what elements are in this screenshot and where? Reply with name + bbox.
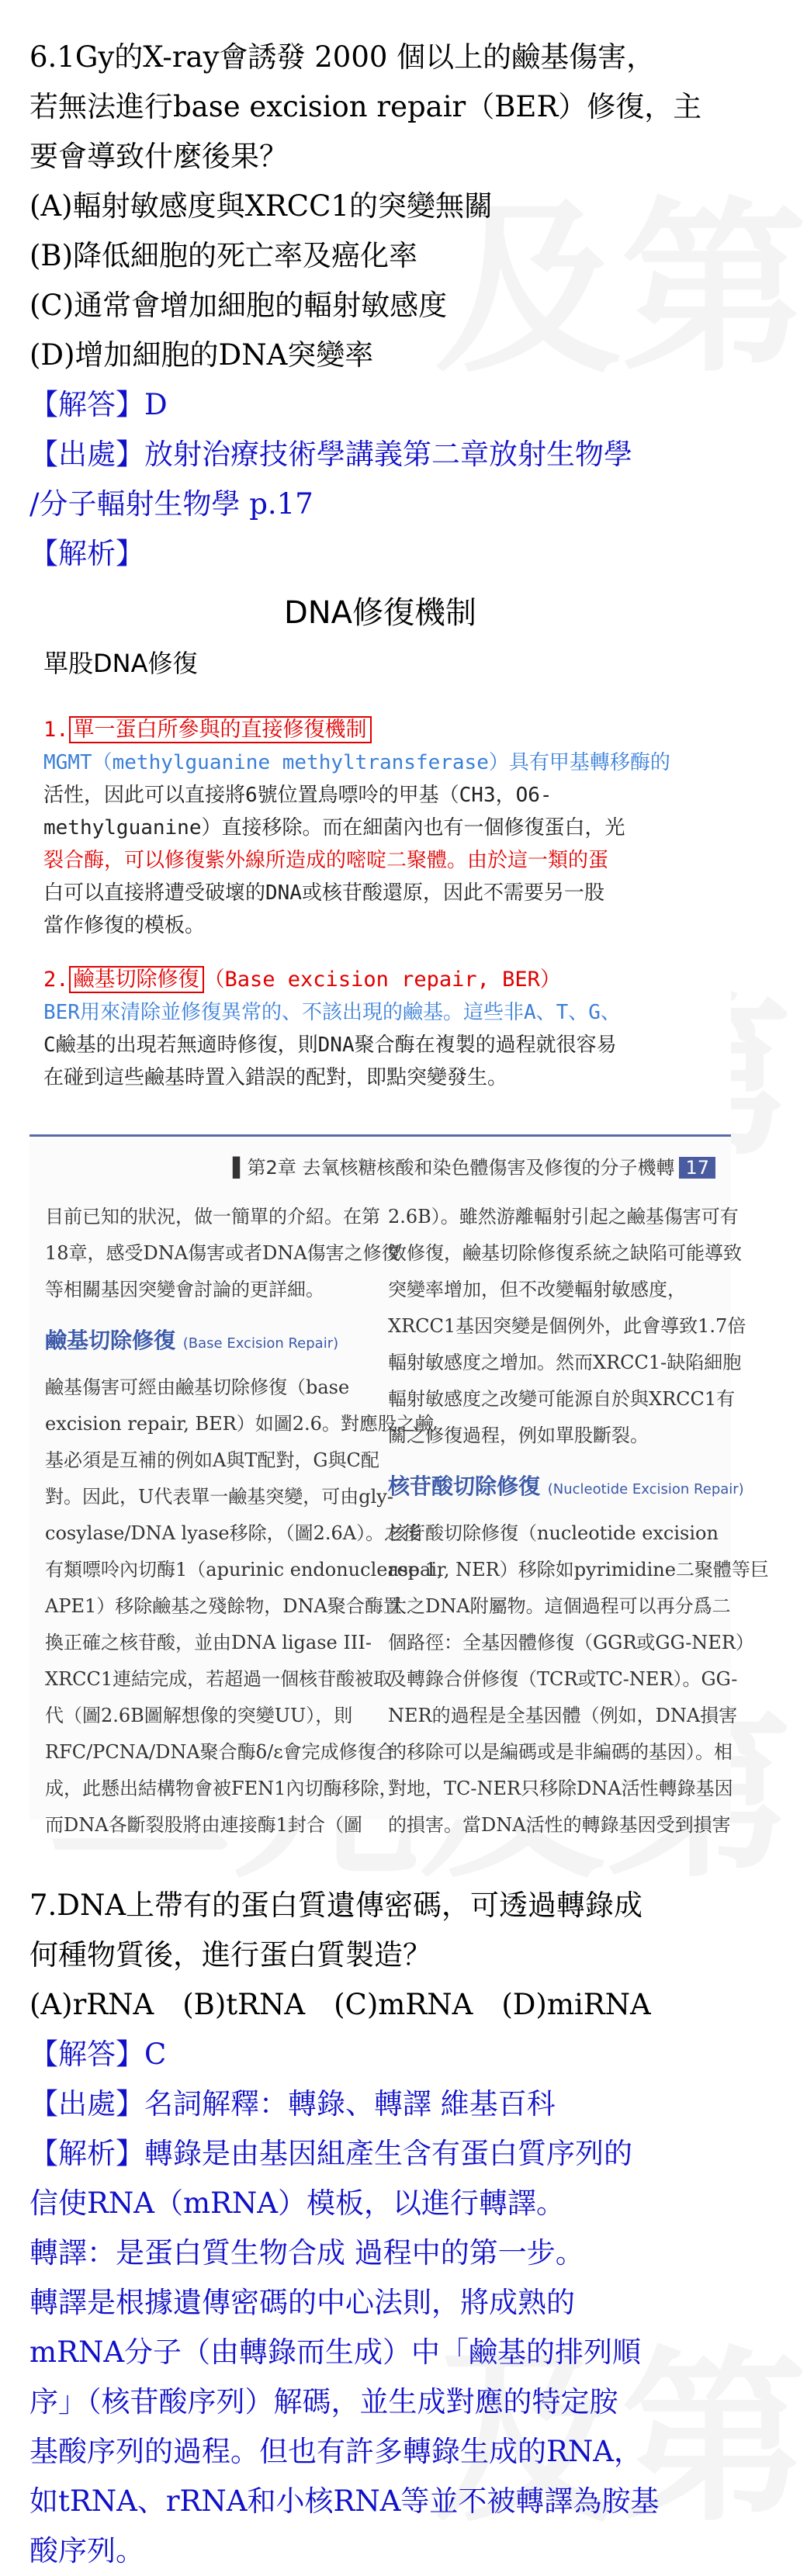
question-line: 何種物質後，進行蛋白質製造？ bbox=[29, 1938, 431, 1972]
analysis: 序」（核苷酸序列）解碼，並生成對應的特定胺 bbox=[29, 2385, 618, 2418]
answer: 【解答】C bbox=[29, 2038, 167, 2071]
heading-ber: 2. 鹼基切除修復 （Base excision repair, BER） bbox=[43, 968, 561, 992]
page-number: 17 bbox=[679, 1157, 715, 1179]
analysis: 轉譯是根據遺傳密碼的中心法則，將成熟的 bbox=[29, 2286, 575, 2319]
analysis: 基酸序列的過程。但也有許多轉錄生成的RNA， bbox=[29, 2435, 642, 2468]
source: /分子輻射生物學 p.17 bbox=[29, 487, 313, 521]
section-heading: 核苷酸切除修復 (Nucleotide Excision Repair) bbox=[388, 1473, 744, 1499]
dna-repair-figure bbox=[29, 574, 731, 1141]
option-a: (A)輻射敏感度與XRCC1的突變無關 bbox=[29, 189, 493, 223]
source: 【出處】放射治療技術學講義第二章放射生物學 bbox=[29, 438, 632, 471]
paragraph-ber: BER用來清除並修復異常的、不該出現的鹼基。這些非A、T、G、 C鹼基的出現若無適時修復，則DNA聚合酶在複製的過程就很容易 在碰到這些鹼基時置入錯誤的配對，即點突變發生。 bbox=[43, 1001, 621, 1089]
source: 【出處】名詞解釋：轉錄、轉譯 維基百科 bbox=[29, 2087, 556, 2121]
question-7 bbox=[29, 1881, 737, 2576]
option-c: (C)通常會增加細胞的輻射敏感度 bbox=[29, 289, 448, 322]
analysis: 如tRNA、rRNA和小核RNA等並不被轉譯為胺基 bbox=[29, 2484, 660, 2518]
page-header: ▌第2章 去氧核糖核酸和染色體傷害及修復的分子機轉 17 bbox=[233, 1152, 715, 1179]
analysis: 信使RNA（mRNA）模板，以進行轉譯。 bbox=[29, 2186, 565, 2220]
figure-title: DNA修復機制 bbox=[283, 595, 477, 631]
question-line: 若無法進行base excision repair（BER）修復，主 bbox=[29, 90, 702, 123]
option-b: (B)降低細胞的死亡率及癌化率 bbox=[29, 239, 418, 272]
question-line: 7.DNA上帶有的蛋白質遺傳密碼，可透過轉錄成 bbox=[29, 1889, 643, 1922]
heading-box: 鹼基切除修復 bbox=[69, 966, 204, 993]
options: (A)rRNA (B)tRNA (C)mRNA (D)miRNA bbox=[29, 1988, 651, 2021]
option-d: (D)增加細胞的DNA突變率 bbox=[29, 338, 374, 372]
analysis: mRNA分子（由轉錄而生成）中「鹼基的排列順 bbox=[29, 2335, 642, 2369]
analysis-label: 【解析】 bbox=[29, 537, 144, 570]
question-6 bbox=[29, 33, 737, 579]
analysis: 酸序列。 bbox=[29, 2534, 144, 2567]
right-column: 2.6B）。雖然游離輻射引起之鹼基傷害可有 效修復，鹼基切除修復系統之缺陷可能導致 突變率增加，但不改變輻射敏感度， XRCC1基因突變是個例外，此會導致1.7倍 輻射敏感度之增加。然而XRCC1-缺陷細胞 輻射敏感度之改變可能源自於與XRCC1有 關之修復過程，例如單股斷裂。 核苷酸切除修復 (Nucleotide Excision Repair) 核苷酸切除修復（nucleotide excision repair, NER）移除如pyrimidine二聚體等巨 大之DNA附屬物。這個過程可以再分爲二 個路徑：全基因體修復（GGR或GG-NER） 及轉錄合併修復（TCR或TC-NER）。GG- NER的過程是全基因體（例如，DNA損害 的移除可以是編碼或是非編碼的基因）。相 對地，TC-NER只移除DNA活性轉錄基因 的損害。當DNA活性的轉錄基因受到損害 bbox=[388, 1206, 769, 1836]
question-line: 要會導致什麼後果？ bbox=[29, 140, 288, 173]
analysis: 轉譯：是蛋白質生物合成 過程中的第一步。 bbox=[29, 2236, 584, 2270]
answer: 【解答】D bbox=[29, 388, 168, 421]
heading-direct-repair: 1. 單一蛋白所參與的直接修復機制 bbox=[43, 712, 372, 743]
figure-subtitle: 單股DNA修復 bbox=[43, 649, 198, 678]
section-heading: 鹼基切除修復 (Base Excision Repair) bbox=[45, 1328, 339, 1353]
left-column: 目前已知的狀況，做一簡單的介紹。在第 18章，感受DNA傷害或者DNA傷害之修復 等相關基因突變會討論的更詳細。 鹼基切除修復 (Base Excision Repair) 鹼基傷害可經由鹼基切除修復（base excision repair, BER）如圖2.6。對應股之鹼 基必須是互補的例如A與T配對，G與C配 對。因此，U代表單一鹼基突變，可由gly- cosylase/DNA lyase移除，（圖2.6A）。之後 有類嘌呤內切酶1（apurinic endonuclease 1, APE1）移除鹼基之殘餘物，DNA聚合酶置 換正確之核苷酸，並由DNA ligase III- XRCC1連結完成，若超過一個核苷酸被取 代（圖2.6B圖解想像的突變UU），則 RFC/PCNA/DNA聚合酶δ/ε會完成修復合 成，此懸出結構物會被FEN1內切酶移除， 而DNA各斷裂股將由連接酶1封合（圖 bbox=[45, 1206, 443, 1836]
paragraph-mgmt: MGMT（methylguanine methyltransferase）具有甲基轉移酶的 活性，因此可以直接將6號位置鳥嘌呤的甲基（CH3，O6- methylguanine）直接移除。而在細菌內也有一個修復蛋白，光 裂合酶，可以修復紫外線所造成的嘧啶二聚體。由於這一類的蛋 白可以直接將遭受破壞的DNA或核苷酸還原，因此不需要另一股 當作修復的模板。 bbox=[43, 751, 670, 937]
textbook-page-figure bbox=[29, 1134, 769, 1836]
analysis: 【解析】轉錄是由基因組產生含有蛋白質序列的 bbox=[29, 2137, 632, 2170]
question-line: 6.1Gy的X-ray會誘發 2000 個以上的鹼基傷害， bbox=[29, 40, 656, 74]
heading-box: 單一蛋白所參與的直接修復機制 bbox=[69, 716, 372, 743]
